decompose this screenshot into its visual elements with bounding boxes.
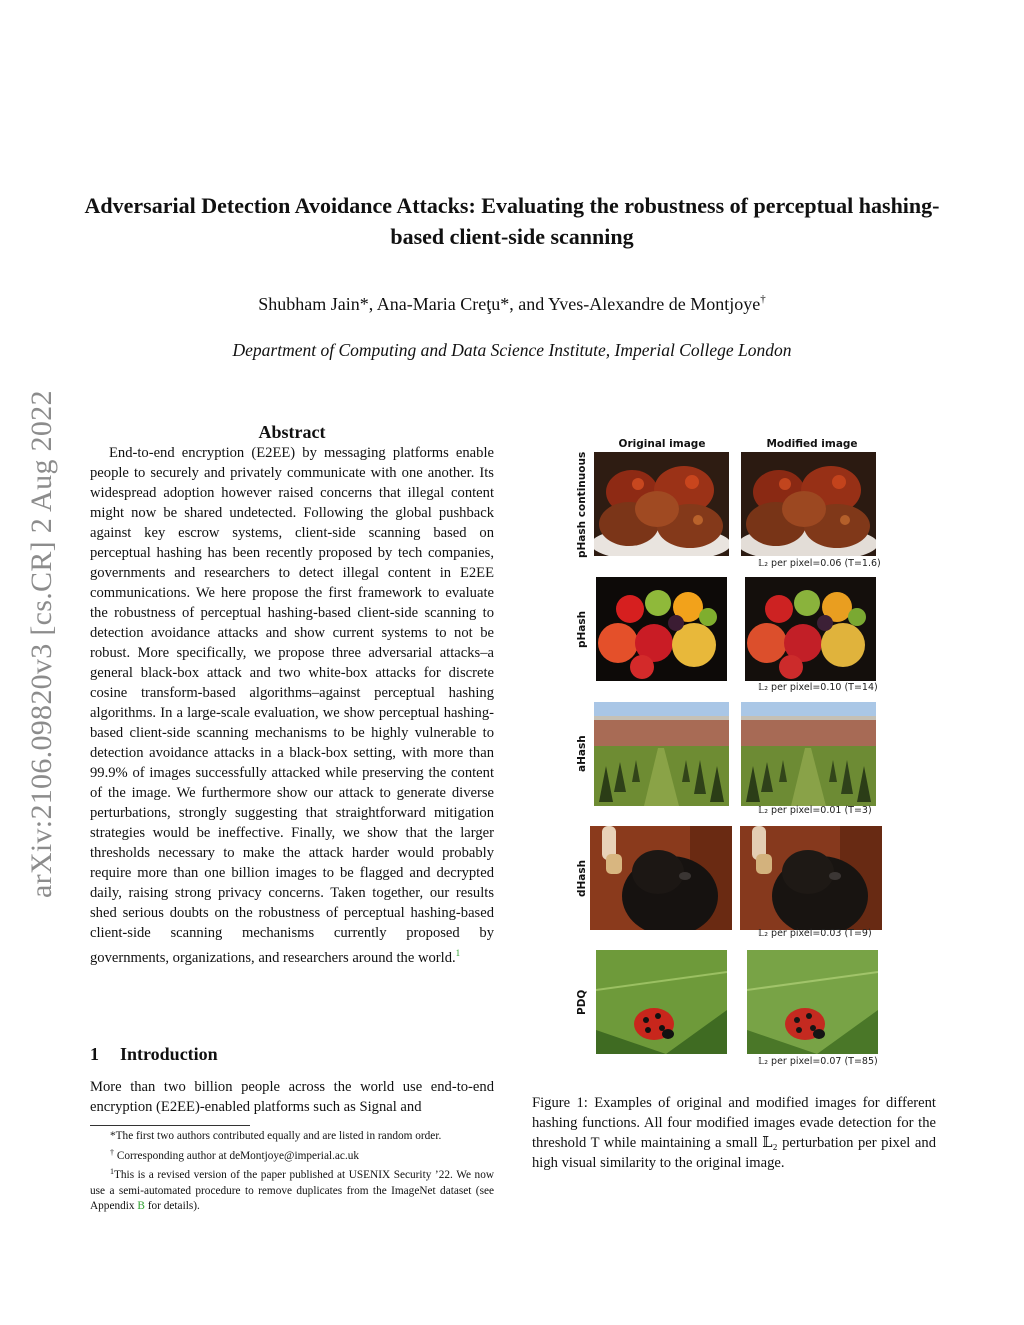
abstract-heading: Abstract: [258, 422, 326, 442]
appendix-link[interactable]: B: [137, 1200, 145, 1212]
original-image-ladybug: [596, 950, 727, 1054]
authors-text: Shubham Jain*, Ana-Maria Creţu*, and Yves-Alexandre de Montjoye: [258, 294, 761, 314]
original-image-fruit: [596, 577, 727, 681]
modified-image-fruit: [745, 577, 876, 681]
revised-text: This is a revised version of the paper published at USENIX Security ’22. We now use a semi-automated procedure to remove duplicates from the ImageNet dataset (see Appendix: [90, 1169, 494, 1212]
modified-image-meatballs: [741, 452, 876, 556]
l2-caption-phash-continuous: 𝕃₂ per pixel=0.06 (T=1.6): [758, 558, 881, 569]
footnote-number: 1: [110, 1167, 114, 1176]
row-label-ahash: aHash: [576, 735, 588, 773]
row-label-dhash: dHash: [576, 859, 588, 897]
intro-paragraph: More than two billion people across the world use end-to-end encryption (E2EE)-enabled platforms such as Signal and: [90, 1079, 494, 1115]
column-header-modified: Modified image: [766, 438, 858, 450]
row-label-pdq: PDQ: [576, 989, 588, 1015]
modified-image-palace: [741, 702, 876, 806]
footnote-divider: [90, 1125, 250, 1126]
section-heading-introduction: [90, 1044, 494, 1065]
dagger-mark: †: [110, 1147, 114, 1157]
original-image-dog: [590, 826, 732, 930]
section-number: 1: [90, 1044, 99, 1064]
row-label-phash-continuous: pHash continuous: [576, 451, 588, 558]
footnote-corresponding: [90, 1145, 494, 1165]
dagger-mark: †: [760, 293, 766, 305]
footnote-equal-contribution: *The first two authors contributed equally and are listed in random order.: [110, 1130, 442, 1142]
figure-caption-text: Examples of original and modified images for different hashing functions. All four modified images evade detection for the threshold T while maintaining a small 𝕃₂ perturbation per pixel and high visual similarity to the original image.: [532, 1095, 936, 1171]
l2-caption-pdq: 𝕃₂ per pixel=0.07 (T=85): [758, 1056, 878, 1067]
original-image-palace: [594, 702, 729, 806]
figure-1-caption: [532, 1093, 936, 1173]
l2-caption-dhash: 𝕃₂ per pixel=0.03 (T=9): [758, 928, 872, 939]
abstract-text: End-to-end encryption (E2EE) by messaging platforms enable people to securely and privately communicate with one another. Its widespread adoption however raised concerns that illegal content might now be shared undetected. Following the global pushback against key escrow systems, client-side scanning based on perceptual hashing has been recently proposed by tech companies, governments and researchers to detect illegal content in E2EE communications. We here propose the first framework to evaluate the robustness of perceptual hashing-based client-side scanning to detection avoidance attacks and show current systems to not be robust. More specifically, we propose three adversarial attacks–a general black-box attack and two white-box attacks for discrete cosine transform-based algorithms–against perceptual hashing algorithms. In a large-scale evaluation, we show perceptual hashing-based client-side scanning mechanisms to be highly vulnerable to detection avoidance attacks in a black-box setting, with more than 99.9% of images successfully attacked while preserving the content of the image. We furthermore show our attack to generate diverse perturbations, strongly suggesting that straightforward mitigation strategies would be ineffective. Finally, we show that the larger thresholds necessary to make the attack harder would probably require more than one billion images to be flagged and decrypted daily, raising strong privacy concerns. Taken together, our results shed serious doubts on the robustness of perceptual hashing-based client-side scanning mechanisms currently proposed by governments, organizations, and researchers around the world.: [90, 445, 494, 966]
modified-image-ladybug: [747, 950, 878, 1054]
corresponding-text: Corresponding author at deMontjoye@imperial.ac.uk: [114, 1149, 360, 1162]
footnote-ref-link[interactable]: 1: [455, 948, 461, 958]
section-title: Introduction: [120, 1044, 218, 1064]
abstract-body: [90, 443, 494, 968]
footnotes: [90, 1129, 494, 1215]
paper-title: Adversarial Detection Avoidance Attacks: Evaluating the robustness of perceptual hashing-based client-side scanning: [84, 193, 940, 249]
author-list: [80, 293, 944, 315]
original-image-meatballs: [594, 452, 729, 556]
row-label-phash: pHash: [576, 610, 588, 648]
figure-1: [540, 430, 940, 1080]
l2-caption-ahash: 𝕃₂ per pixel=0.01 (T=3): [758, 805, 872, 816]
affiliation: Department of Computing and Data Science Institute, Imperial College London: [232, 340, 792, 360]
l2-caption-phash: 𝕃₂ per pixel=0.10 (T=14): [758, 682, 878, 693]
arxiv-identifier: arXiv:2106.09820v3 [cs.CR] 2 Aug 2022: [25, 390, 58, 898]
footnote-revised: [90, 1164, 494, 1215]
column-header-original: Original image: [618, 438, 706, 450]
modified-image-dog: [740, 826, 882, 930]
figure-label: Figure 1:: [532, 1095, 588, 1111]
revised-text-end: for details).: [144, 1200, 200, 1212]
